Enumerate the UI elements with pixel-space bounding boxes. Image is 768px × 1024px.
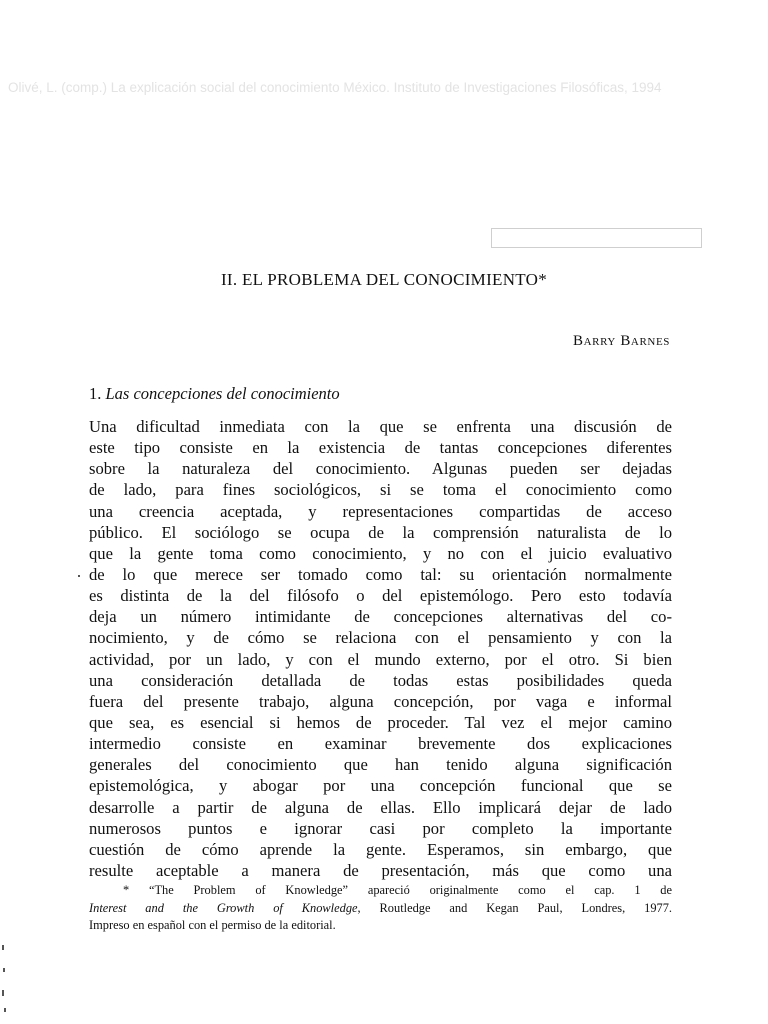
body-line: deja un número intimidante de concepciones alternativas del co-: [89, 607, 672, 627]
scan-artifact: [3, 968, 5, 972]
body-line: sobre la naturaleza del conocimiento. Algunas pueden ser dejadas: [89, 459, 672, 479]
body-line: público. El sociólogo se ocupa de la comprensión naturalista de lo: [89, 522, 672, 542]
section-title: Las concepciones del conocimiento: [105, 384, 340, 403]
body-line: resulte aceptable a manera de presentación, más que como una: [89, 860, 672, 880]
section-number: 1.: [89, 384, 102, 403]
scan-artifact: [4, 1008, 6, 1012]
body-line: actividad, por un lado, y con el mundo externo, por el otro. Si bien: [89, 649, 672, 669]
author-name: Barry Barnes: [573, 333, 670, 349]
body-paragraph: [89, 416, 672, 881]
scan-artifact: [78, 575, 80, 577]
body-line: numerosos puntos e ignorar casi por completo la importante: [89, 818, 672, 838]
body-line: que la gente toma como conocimiento, y no con el juicio evaluativo: [89, 543, 672, 563]
body-line: una creencia aceptada, y representaciones compartidas de acceso: [89, 501, 672, 521]
footnote-line: Impreso en español con el permiso de la editorial.: [89, 918, 336, 932]
body-line: desarrolle a partir de alguna de ellas. Ello implicará dejar de lado: [89, 797, 672, 817]
body-line: generales del conocimiento que han tenido alguna significación: [89, 755, 672, 775]
watermark-citation: Olivé, L. (comp.) La explicación social del conocimiento México. Instituto de Investigaciones Filosóficas, 1994: [8, 80, 662, 95]
footnote-publisher: , Routledge and Kegan Paul, Londres, 1977.: [357, 900, 672, 915]
body-line: nocimiento, y de cómo se relaciona con el pensamiento y con la: [89, 628, 672, 648]
body-line: epistemológica, y abogar por una concepción funcional que se: [89, 776, 672, 796]
body-line: es distinta de la del filósofo o del epistemólogo. Pero esto todavía: [89, 586, 672, 606]
scan-artifact: [2, 945, 4, 950]
body-line: una consideración detallada de todas estas posibilidades queda: [89, 670, 672, 690]
chapter-title: II. EL PROBLEMA DEL CONOCIMIENTO*: [220, 270, 548, 289]
section-heading: [89, 384, 340, 404]
scan-artifact: [2, 990, 4, 996]
footnote-line: [89, 900, 672, 918]
body-line: fuera del presente trabajo, alguna concepción, por vaga e informal: [89, 691, 672, 711]
stamp-box: [491, 228, 702, 248]
footnote: [89, 882, 672, 935]
footnote-line: * “The Problem of Knowledge” apareció originalmente como el cap. 1 de: [123, 883, 672, 897]
body-line: este tipo consiste en la existencia de tantas concepciones diferentes: [89, 438, 672, 458]
body-line: de lo que merece ser tomado como tal: su orientación normalmente: [89, 564, 672, 584]
body-line: de lado, para fines sociológicos, si se toma el conocimiento como: [89, 480, 672, 500]
body-line: que sea, es esencial si hemos de proceder. Tal vez el mejor camino: [89, 712, 672, 732]
body-line: cuestión de cómo aprende la gente. Esperamos, sin embargo, que: [89, 839, 672, 859]
body-line: intermedio consiste en examinar brevemente dos explicaciones: [89, 734, 672, 754]
footnote-book-title: Interest and the Growth of Knowledge: [89, 900, 358, 915]
body-line: Una dificultad inmediata con la que se enfrenta una discusión de: [89, 417, 672, 436]
